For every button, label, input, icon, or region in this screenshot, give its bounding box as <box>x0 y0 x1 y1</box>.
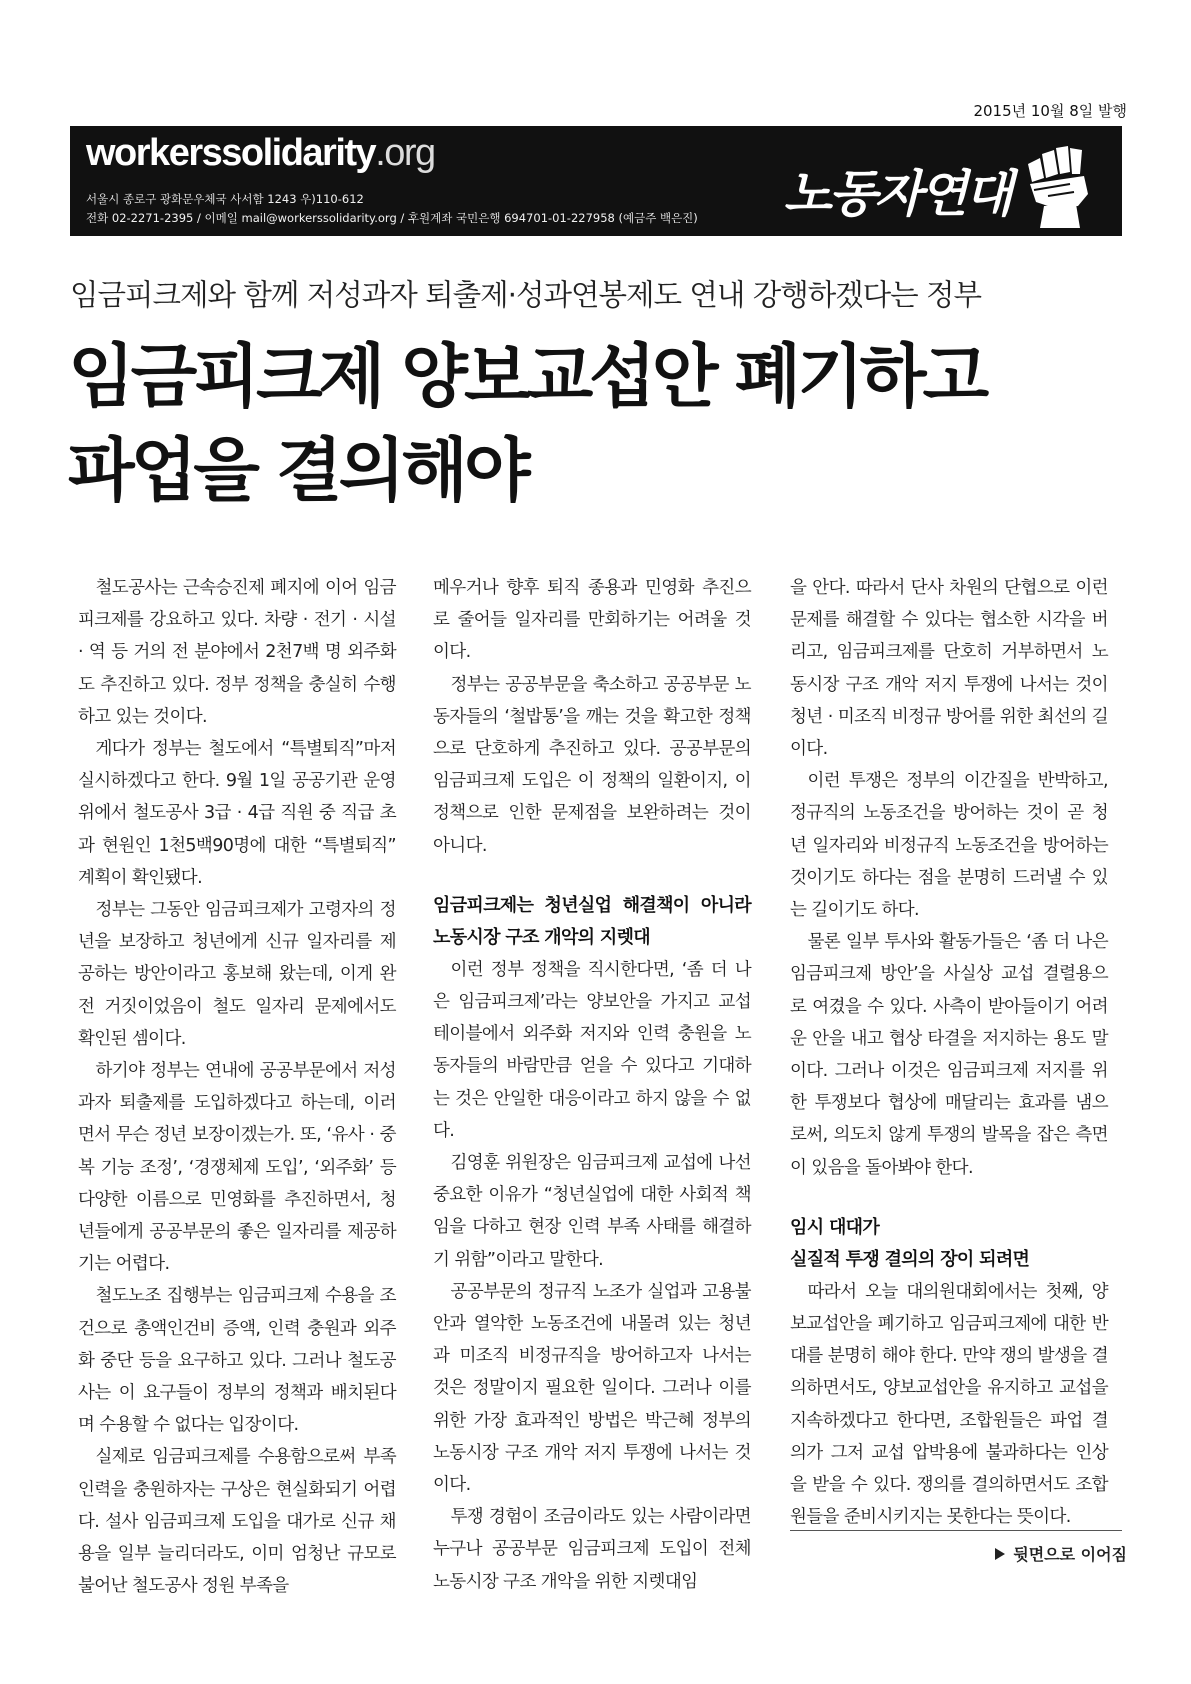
site-url-tld: .org <box>375 132 435 174</box>
paragraph: 실제로 임금피크제를 수용함으로써 부족 인력을 충원하자는 구상은 현실화되기 어렵다. 설사 임금피크제 도입을 대가로 신규 채용을 일부 늘리더라도, 이미 엄청난 규모로 불어난 철도공사 정원 부족을 <box>78 1447 396 1597</box>
divider <box>790 1530 1122 1531</box>
paragraph: 정부는 그동안 임금피크제가 고령자의 정년을 보장하고 청년에게 신규 일자리를 제공하는 방안이라고 홍보해 왔는데, 이게 완전 거짓이었음이 철도 일자리 문제에서도 확인된 셈이다. <box>78 900 396 1049</box>
paragraph: 김영훈 위원장은 임금피크제 교섭에 나선 중요한 이유가 “청년실업에 대한 사회적 책임을 다하고 현장 인력 부족 사태를 해결하기 위함”이라고 말한다. <box>433 1153 751 1270</box>
paragraph: 정부는 공공부문을 축소하고 공공부문 노동자들의 ‘철밥통’을 깨는 것을 확고한 정책으로 단호하게 추진하고 있다. 공공부문의 임금피크제 도입은 이 정책의 일환이지, 이 정책으로 인한 문제점을 보완하려는 것이 아니다. <box>433 674 751 856</box>
raised-fist-icon <box>1014 134 1100 230</box>
paragraph: 메우거나 향후 퇴직 종용과 민영화 추진으로 줄어들 일자리를 만회하기는 어려울 것이다. <box>433 578 751 663</box>
masthead-banner <box>70 126 1122 236</box>
section-heading-line: 임시 대대가 <box>790 1216 880 1238</box>
paragraph: 철도공사는 근속승진제 폐지에 이어 임금피크제를 강요하고 있다. 차량 · 전기 · 시설 · 역 등 거의 전 분야에서 2천7백 명 외주화도 추진하고 있다. 정부 정책을 충실히 수행하고 있는 것이다. <box>78 578 396 727</box>
paragraph: 게다가 정부는 철도에서 “특별퇴직”마저 실시하겠다고 한다. 9월 1일 공공기관 운영위에서 철도공사 3급 · 4급 직원 중 직급 초과 현원인 1천5백90명에 대한 “특별퇴직” 계획이 확인됐다. <box>78 739 396 888</box>
section-heading: 임금피크제는 청년실업 해결책이 아니라 노동시장 구조 개악의 지렛대 <box>433 894 751 948</box>
contact-info <box>86 190 698 228</box>
paragraph: 이런 정부 정책을 직시한다면, ‘좀 더 나은 임금피크제’라는 양보안을 가지고 교섭 테이블에서 외주화 저지와 인력 충원을 노동자들의 바람만큼 얻을 수 있다고 기대하는 것은 안일한 대응이라고 하지 않을 수 없다. <box>433 959 751 1141</box>
site-url[interactable] <box>86 132 435 175</box>
address-line: 서울시 종로구 광화문우체국 사서함 1243 우)110-612 <box>86 192 364 206</box>
paragraph: 철도노조 집행부는 임금피크제 수용을 조건으로 총액인건비 증액, 인력 충원과 외주화 중단 등을 요구하고 있다. 그러나 철도공사는 이 요구들이 정부의 정책과 배치된다며 수용할 수 없다는 입장이다. <box>78 1286 396 1436</box>
article-column-2 <box>433 572 751 1598</box>
paragraph: 을 안다. 따라서 단사 차원의 단협으로 이런 문제를 해결할 수 있다는 협소한 시각을 버리고, 임금피크제를 단호히 거부하면서 노동시장 구조 개악 저지 투쟁에 나서는 것이 청년 · 미조직 비정규 방어를 위한 최선의 길이다. <box>790 578 1108 760</box>
section-heading-line: 실질적 투쟁 결의의 장이 되려면 <box>790 1248 1030 1270</box>
triangle-right-icon <box>995 1548 1005 1560</box>
site-url-main: workerssolidarity <box>86 132 376 174</box>
article-subheadline: 임금피크제와 함께 저성과자 퇴출제·성과연봉제도 연내 강행하겠다는 정부 <box>70 278 982 312</box>
paragraph: 투쟁 경험이 조금이라도 있는 사람이라면 누구나 공공부문 임금피크제 도입이 전체 노동시장 구조 개악을 위한 지렛대임 <box>433 1507 751 1592</box>
headline-line: 임금피크제 양보교섭안 폐기하고 <box>68 337 986 417</box>
issue-date: 2015년 10월 8일 발행 <box>973 102 1127 120</box>
article-column-1 <box>78 572 396 1603</box>
contact-line: 전화 02-2271-2395 / 이메일 mail@workerssolidarity.org / 후원계좌 국민은행 694701-01-227958 (예금주 백은진) <box>86 211 698 225</box>
paragraph: 하기야 정부는 연내에 공공부문에서 저성과자 퇴출제를 도입하겠다고 하는데, 이러면서 무슨 정년 보장이겠는가. 또, ‘유사 · 중복 기능 조정’, ‘경쟁체제 도입’, ‘외주화’ 등 다양한 이름으로 민영화를 추진하면서, 청년들에게 공공부문의 좋은 일자리를 제공하기는 어렵다. <box>78 1061 396 1275</box>
paragraph: 따라서 오늘 대의원대회에서는 첫째, 양보교섭안을 폐기하고 임금피크제에 대한 반대를 분명히 해야 한다. 만약 쟁의 발생을 결의하면서도, 양보교섭안을 유지하고 교섭을 지속하겠다고 한다면, 조합원들은 파업 결의가 그저 교섭 압박용에 불과하다는 인상을 받을 수 있다. 쟁의를 결의하면서도 조합원들을 준비시키지는 못한다는 뜻이다. <box>790 1281 1108 1528</box>
paragraph: 공공부문의 정규직 노조가 실업과 고용불안과 열악한 노동조건에 내몰려 있는 청년과 미조직 비정규직을 방어하고자 나서는 것은 정말이지 필요한 일이다. 그러나 이를 위한 가장 효과적인 방법은 박근혜 정부의 노동시장 구조 개악 저지 투쟁에 나서는 것이다. <box>433 1281 751 1496</box>
headline-line: 파업을 결의해야 <box>68 431 527 511</box>
section-heading <box>790 1212 1108 1276</box>
logo-text: 노동자연대 <box>783 165 1010 223</box>
continued-note <box>995 1542 1127 1565</box>
article-headline <box>68 330 1128 518</box>
continued-label: 뒷면으로 이어짐 <box>1013 1545 1127 1564</box>
paragraph: 물론 일부 투사와 활동가들은 ‘좀 더 나은 임금피크제 방안’을 사실상 교섭 결렬용으로 여겼을 수 있다. 사측이 받아들이기 어려운 안을 내고 협상 타결을 저지하는 용도 말이다. 그러나 이것은 임금피크제 저지를 위한 투쟁보다 협상에 매달리는 효과를 냄으로써, 의도치 않게 투쟁의 발목을 잡은 측면이 있음을 돌아봐야 한다. <box>790 932 1108 1178</box>
paragraph: 이런 투쟁은 정부의 이간질을 반박하고, 정규직의 노동조건을 방어하는 것이 곧 청년 일자리와 비정규직 노동조건을 방어하는 것이기도 하다는 점을 분명히 드러낼 수 있는 길이기도 하다. <box>790 771 1108 921</box>
article-column-3 <box>790 572 1108 1533</box>
